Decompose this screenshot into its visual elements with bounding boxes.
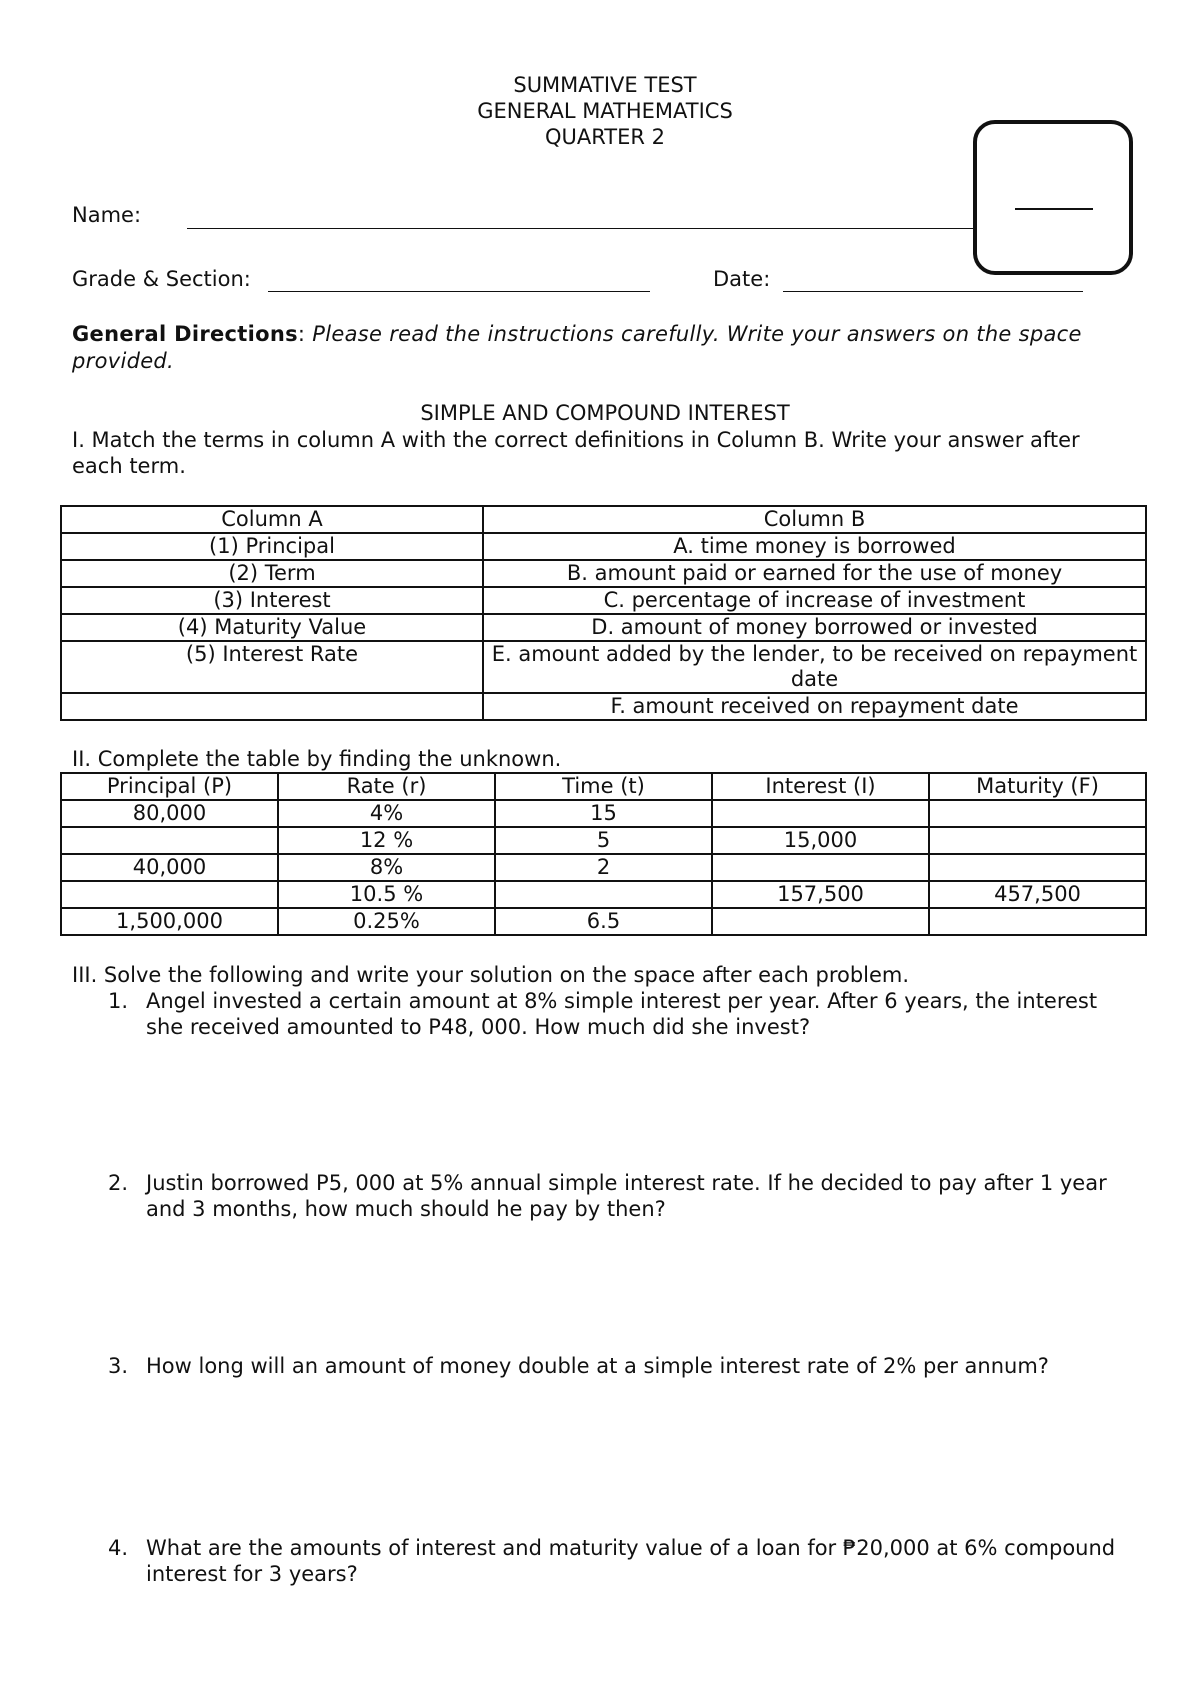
term-cell: (1) Principal (61, 533, 483, 560)
table-cell: 12 % (278, 827, 495, 854)
table-row (61, 693, 1146, 720)
table-cell (61, 827, 278, 854)
table-cell: 40,000 (61, 854, 278, 881)
interest-header: Interest (I) (712, 773, 929, 800)
maturity-header: Maturity (F) (929, 773, 1146, 800)
table-cell (712, 854, 929, 881)
section-title-text: SIMPLE AND COMPOUND INTEREST (420, 401, 790, 425)
table-row (61, 854, 1146, 881)
name-label: Name: (72, 203, 142, 227)
problem-number: 3. (108, 1354, 129, 1378)
grade-section-label: Grade & Section: (72, 267, 251, 291)
table-row (61, 908, 1146, 935)
test-title: SUMMATIVE TEST (513, 73, 697, 97)
table-row (61, 560, 1146, 587)
matching-header-row (61, 506, 1146, 533)
table-cell: 1,500,000 (61, 908, 278, 935)
column-a-header: Column A (61, 506, 483, 533)
principal-header: Principal (P) (61, 773, 278, 800)
problem-text: How long will an amount of money double at a simple interest rate of 2% per annum? (146, 1354, 1049, 1378)
table-cell (712, 908, 929, 935)
term-cell (61, 693, 483, 720)
subject-title: GENERAL MATHEMATICS (477, 99, 733, 123)
table-cell: 0.25% (278, 908, 495, 935)
table-cell: 10.5 % (278, 881, 495, 908)
table-cell (712, 800, 929, 827)
definition-cell: B. amount paid or earned for the use of money (483, 560, 1146, 587)
table-cell: 15 (495, 800, 712, 827)
table-cell: 2 (495, 854, 712, 881)
table-row (61, 800, 1146, 827)
table-cell: 457,500 (929, 881, 1146, 908)
time-header: Time (t) (495, 773, 712, 800)
section-title (0, 401, 1200, 425)
table-cell (61, 881, 278, 908)
grade-section-field[interactable] (268, 291, 650, 292)
date-label: Date: (713, 267, 771, 291)
list-item (108, 1353, 1128, 1379)
table-row (61, 827, 1146, 854)
list-item (108, 988, 1128, 1040)
definition-cell: F. amount received on repayment date (483, 693, 1146, 720)
table-row (61, 614, 1146, 641)
directions-separator: : (297, 322, 306, 346)
interest-table (60, 772, 1147, 936)
table-row (61, 641, 1146, 693)
definition-cell: E. amount added by the lender, to be received on repayment date (483, 641, 1146, 693)
problem-text: Justin borrowed P5, 000 at 5% annual simple interest rate. If he decided to pay after 1 year and 3 months, how much should he pay by then? (146, 1171, 1107, 1221)
term-cell: (3) Interest (61, 587, 483, 614)
rate-header: Rate (r) (278, 773, 495, 800)
problem-number: 1. (108, 989, 129, 1013)
table-cell: 6.5 (495, 908, 712, 935)
term-cell: (2) Term (61, 560, 483, 587)
score-box (973, 120, 1133, 275)
definition-cell: C. percentage of increase of investment (483, 587, 1146, 614)
directions-text: Please read the instructions carefully. Write your answers on the space provided. (72, 322, 1082, 373)
part1-instruction: I. Match the terms in column A with the correct definitions in Column B. Write your answer after each term. (72, 428, 1080, 478)
definition-cell: A. time money is borrowed (483, 533, 1146, 560)
list-item (108, 1535, 1128, 1587)
table-cell (929, 827, 1146, 854)
column-b-header: Column B (483, 506, 1146, 533)
problem-number: 4. (108, 1536, 129, 1560)
interest-header-row (61, 773, 1146, 800)
table-cell (929, 854, 1146, 881)
table-cell: 15,000 (712, 827, 929, 854)
part3-instruction: III. Solve the following and write your solution on the space after each problem. (72, 963, 910, 987)
date-field[interactable] (783, 291, 1083, 292)
table-cell: 4% (278, 800, 495, 827)
part2-instruction: II. Complete the table by finding the unknown. (72, 747, 562, 771)
table-cell: 5 (495, 827, 712, 854)
problem-text: Angel invested a certain amount at 8% simple interest per year. After 6 years, the interest she received amounted to P48, 000. How much did she invest? (146, 989, 1098, 1039)
score-line (1015, 208, 1093, 210)
table-cell (929, 800, 1146, 827)
term-cell: (5) Interest Rate (61, 641, 483, 693)
table-row (61, 533, 1146, 560)
table-cell (929, 908, 1146, 935)
quarter-title: QUARTER 2 (544, 125, 666, 149)
term-cell: (4) Maturity Value (61, 614, 483, 641)
definition-cell: D. amount of money borrowed or invested (483, 614, 1146, 641)
table-cell (495, 881, 712, 908)
problem-number: 2. (108, 1171, 129, 1195)
matching-table (60, 505, 1147, 721)
list-item (108, 1170, 1128, 1222)
table-cell: 157,500 (712, 881, 929, 908)
general-directions (72, 321, 1132, 375)
table-row (61, 881, 1146, 908)
problem-text: What are the amounts of interest and maturity value of a loan for ₱20,000 at 6% compound interest for 3 years? (146, 1536, 1116, 1586)
directions-label: General Directions (72, 322, 298, 346)
table-row (61, 587, 1146, 614)
name-field[interactable] (187, 228, 973, 229)
table-cell: 8% (278, 854, 495, 881)
table-cell: 80,000 (61, 800, 278, 827)
